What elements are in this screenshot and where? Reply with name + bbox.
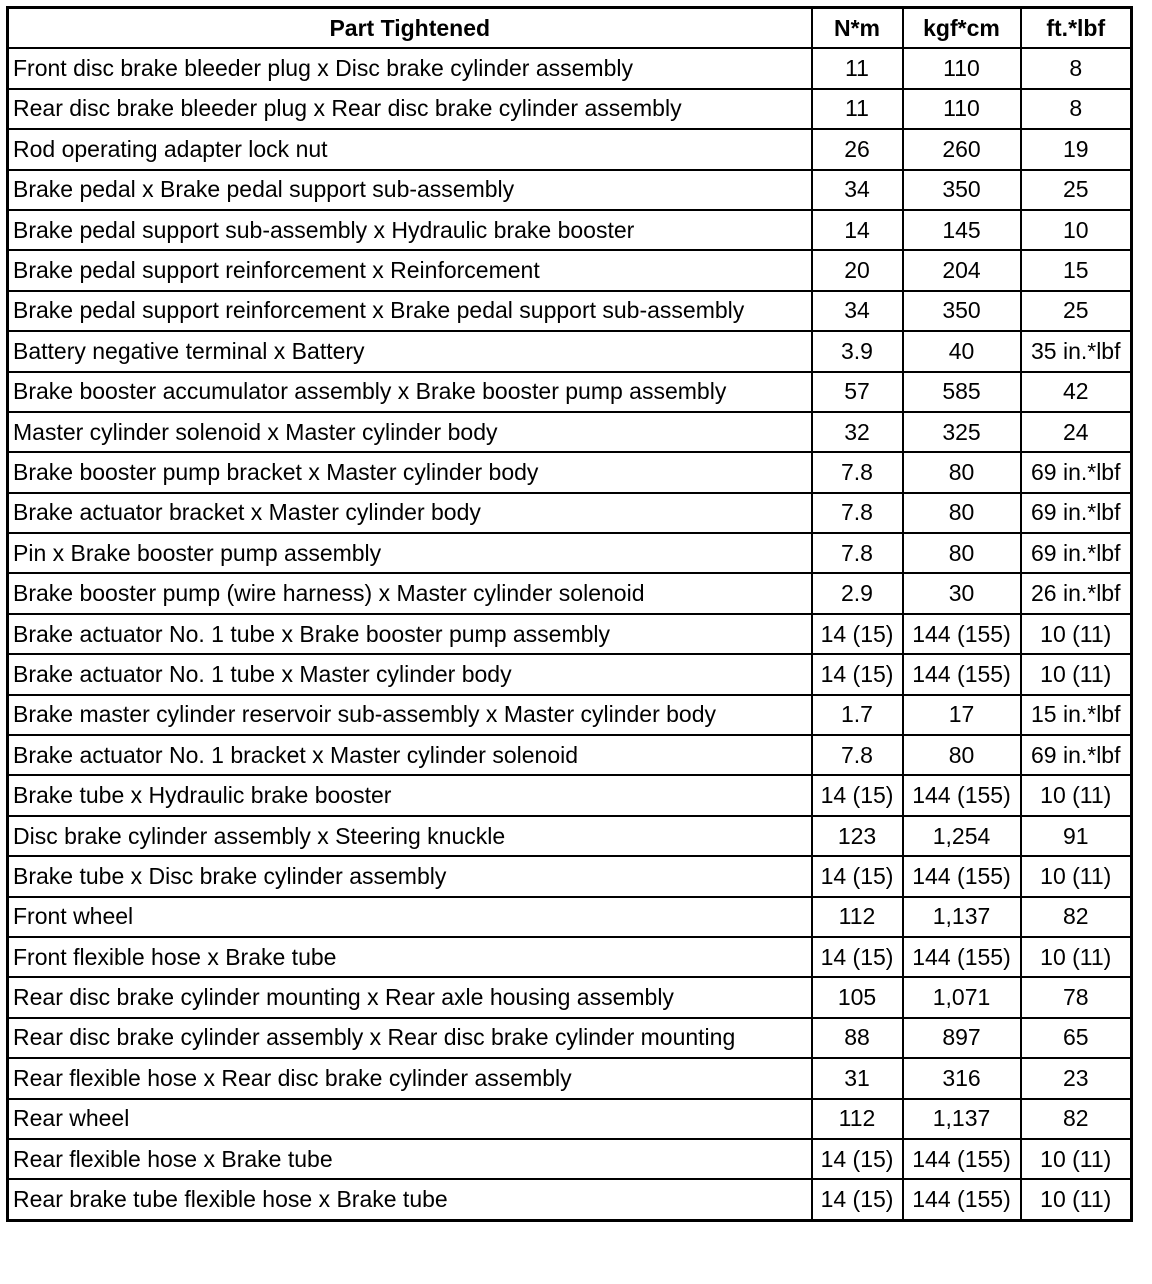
kgf-cm-cell: 325 — [903, 412, 1021, 452]
nm-cell: 7.8 — [812, 452, 903, 492]
ft-lbf-cell: 24 — [1021, 412, 1132, 452]
ft-lbf-cell: 10 (11) — [1021, 937, 1132, 977]
ft-lbf-cell: 10 (11) — [1021, 1179, 1132, 1220]
header-kgf-cm: kgf*cm — [903, 8, 1021, 49]
ft-lbf-cell: 10 (11) — [1021, 775, 1132, 815]
table-row — [8, 654, 1132, 694]
kgf-cm-cell: 204 — [903, 250, 1021, 290]
header-newton-meters: N*m — [812, 8, 903, 49]
kgf-cm-cell: 350 — [903, 170, 1021, 210]
kgf-cm-cell: 144 (155) — [903, 654, 1021, 694]
part-cell: Front wheel — [8, 897, 812, 937]
ft-lbf-cell: 8 — [1021, 89, 1132, 129]
table-row — [8, 856, 1132, 896]
kgf-cm-cell: 144 (155) — [903, 1139, 1021, 1179]
kgf-cm-cell: 80 — [903, 452, 1021, 492]
part-cell: Brake actuator No. 1 bracket x Master cylinder solenoid — [8, 735, 812, 775]
nm-cell: 32 — [812, 412, 903, 452]
nm-cell: 26 — [812, 129, 903, 169]
ft-lbf-cell: 69 in.*lbf — [1021, 533, 1132, 573]
nm-cell: 3.9 — [812, 331, 903, 371]
part-cell: Front flexible hose x Brake tube — [8, 937, 812, 977]
nm-cell: 11 — [812, 89, 903, 129]
table-row — [8, 452, 1132, 492]
kgf-cm-cell: 40 — [903, 331, 1021, 371]
table-row — [8, 533, 1132, 573]
nm-cell: 112 — [812, 1099, 903, 1139]
kgf-cm-cell: 350 — [903, 291, 1021, 331]
kgf-cm-cell: 144 (155) — [903, 1179, 1021, 1220]
ft-lbf-cell: 25 — [1021, 291, 1132, 331]
part-cell: Brake pedal support reinforcement x Reinforcement — [8, 250, 812, 290]
kgf-cm-cell: 30 — [903, 573, 1021, 613]
table-row — [8, 775, 1132, 815]
nm-cell: 34 — [812, 170, 903, 210]
ft-lbf-cell: 15 — [1021, 250, 1132, 290]
part-cell: Disc brake cylinder assembly x Steering knuckle — [8, 816, 812, 856]
table-row — [8, 1058, 1132, 1098]
part-cell: Rear flexible hose x Brake tube — [8, 1139, 812, 1179]
torque-specification-table — [6, 6, 1133, 1222]
nm-cell: 112 — [812, 897, 903, 937]
kgf-cm-cell: 80 — [903, 493, 1021, 533]
table-row — [8, 816, 1132, 856]
part-cell: Battery negative terminal x Battery — [8, 331, 812, 371]
ft-lbf-cell: 65 — [1021, 1018, 1132, 1058]
nm-cell: 14 (15) — [812, 856, 903, 896]
nm-cell: 88 — [812, 1018, 903, 1058]
kgf-cm-cell: 585 — [903, 372, 1021, 412]
nm-cell: 14 (15) — [812, 654, 903, 694]
ft-lbf-cell: 19 — [1021, 129, 1132, 169]
ft-lbf-cell: 35 in.*lbf — [1021, 331, 1132, 371]
nm-cell: 14 (15) — [812, 614, 903, 654]
nm-cell: 31 — [812, 1058, 903, 1098]
ft-lbf-cell: 10 (11) — [1021, 856, 1132, 896]
part-cell: Rod operating adapter lock nut — [8, 129, 812, 169]
nm-cell: 14 (15) — [812, 1179, 903, 1220]
nm-cell: 7.8 — [812, 735, 903, 775]
table-row — [8, 129, 1132, 169]
ft-lbf-cell: 82 — [1021, 1099, 1132, 1139]
ft-lbf-cell: 23 — [1021, 1058, 1132, 1098]
part-cell: Brake booster pump (wire harness) x Master cylinder solenoid — [8, 573, 812, 613]
part-cell: Brake tube x Hydraulic brake booster — [8, 775, 812, 815]
table-row — [8, 937, 1132, 977]
nm-cell: 14 (15) — [812, 1139, 903, 1179]
ft-lbf-cell: 69 in.*lbf — [1021, 735, 1132, 775]
ft-lbf-cell: 78 — [1021, 977, 1132, 1017]
table-row — [8, 412, 1132, 452]
table-row — [8, 89, 1132, 129]
table-row — [8, 573, 1132, 613]
kgf-cm-cell: 316 — [903, 1058, 1021, 1098]
kgf-cm-cell: 110 — [903, 48, 1021, 88]
table-row — [8, 372, 1132, 412]
ft-lbf-cell: 15 in.*lbf — [1021, 695, 1132, 735]
part-cell: Rear brake tube flexible hose x Brake tube — [8, 1179, 812, 1220]
ft-lbf-cell: 69 in.*lbf — [1021, 452, 1132, 492]
kgf-cm-cell: 144 (155) — [903, 775, 1021, 815]
part-cell: Brake master cylinder reservoir sub-assembly x Master cylinder body — [8, 695, 812, 735]
ft-lbf-cell: 25 — [1021, 170, 1132, 210]
kgf-cm-cell: 1,071 — [903, 977, 1021, 1017]
ft-lbf-cell: 69 in.*lbf — [1021, 493, 1132, 533]
nm-cell: 11 — [812, 48, 903, 88]
table-row — [8, 1018, 1132, 1058]
table-row — [8, 493, 1132, 533]
table-row — [8, 735, 1132, 775]
ft-lbf-cell: 10 (11) — [1021, 614, 1132, 654]
kgf-cm-cell: 110 — [903, 89, 1021, 129]
part-cell: Brake tube x Disc brake cylinder assembly — [8, 856, 812, 896]
nm-cell: 1.7 — [812, 695, 903, 735]
nm-cell: 7.8 — [812, 493, 903, 533]
kgf-cm-cell: 144 (155) — [903, 937, 1021, 977]
nm-cell: 105 — [812, 977, 903, 1017]
part-cell: Brake booster accumulator assembly x Brake booster pump assembly — [8, 372, 812, 412]
nm-cell: 34 — [812, 291, 903, 331]
ft-lbf-cell: 10 (11) — [1021, 654, 1132, 694]
kgf-cm-cell: 260 — [903, 129, 1021, 169]
part-cell: Brake pedal support sub-assembly x Hydraulic brake booster — [8, 210, 812, 250]
table-row — [8, 250, 1132, 290]
header-part-tightened: Part Tightened — [8, 8, 812, 49]
part-cell: Brake actuator bracket x Master cylinder body — [8, 493, 812, 533]
table-row — [8, 331, 1132, 371]
nm-cell: 123 — [812, 816, 903, 856]
nm-cell: 20 — [812, 250, 903, 290]
ft-lbf-cell: 42 — [1021, 372, 1132, 412]
ft-lbf-cell: 26 in.*lbf — [1021, 573, 1132, 613]
part-cell: Rear flexible hose x Rear disc brake cylinder assembly — [8, 1058, 812, 1098]
kgf-cm-cell: 80 — [903, 533, 1021, 573]
kgf-cm-cell: 1,254 — [903, 816, 1021, 856]
kgf-cm-cell: 145 — [903, 210, 1021, 250]
kgf-cm-cell: 80 — [903, 735, 1021, 775]
nm-cell: 2.9 — [812, 573, 903, 613]
part-cell: Rear disc brake cylinder mounting x Rear axle housing assembly — [8, 977, 812, 1017]
table-row — [8, 291, 1132, 331]
nm-cell: 14 — [812, 210, 903, 250]
ft-lbf-cell: 10 — [1021, 210, 1132, 250]
part-cell: Rear disc brake bleeder plug x Rear disc brake cylinder assembly — [8, 89, 812, 129]
part-cell: Brake actuator No. 1 tube x Brake booster pump assembly — [8, 614, 812, 654]
table-row — [8, 897, 1132, 937]
part-cell: Brake pedal support reinforcement x Brake pedal support sub-assembly — [8, 291, 812, 331]
ft-lbf-cell: 10 (11) — [1021, 1139, 1132, 1179]
table-row — [8, 48, 1132, 88]
nm-cell: 14 (15) — [812, 775, 903, 815]
kgf-cm-cell: 144 (155) — [903, 856, 1021, 896]
part-cell: Brake booster pump bracket x Master cylinder body — [8, 452, 812, 492]
part-cell: Brake actuator No. 1 tube x Master cylinder body — [8, 654, 812, 694]
kgf-cm-cell: 1,137 — [903, 1099, 1021, 1139]
ft-lbf-cell: 8 — [1021, 48, 1132, 88]
table-row — [8, 1099, 1132, 1139]
table-row — [8, 1139, 1132, 1179]
part-cell: Front disc brake bleeder plug x Disc brake cylinder assembly — [8, 48, 812, 88]
nm-cell: 57 — [812, 372, 903, 412]
ft-lbf-cell: 82 — [1021, 897, 1132, 937]
part-cell: Master cylinder solenoid x Master cylinder body — [8, 412, 812, 452]
part-cell: Brake pedal x Brake pedal support sub-assembly — [8, 170, 812, 210]
table-row — [8, 1179, 1132, 1220]
kgf-cm-cell: 144 (155) — [903, 614, 1021, 654]
ft-lbf-cell: 91 — [1021, 816, 1132, 856]
part-cell: Rear disc brake cylinder assembly x Rear disc brake cylinder mounting — [8, 1018, 812, 1058]
part-cell: Pin x Brake booster pump assembly — [8, 533, 812, 573]
header-ft-lbf: ft.*lbf — [1021, 8, 1132, 49]
nm-cell: 7.8 — [812, 533, 903, 573]
kgf-cm-cell: 897 — [903, 1018, 1021, 1058]
nm-cell: 14 (15) — [812, 937, 903, 977]
table-row — [8, 170, 1132, 210]
kgf-cm-cell: 17 — [903, 695, 1021, 735]
table-row — [8, 977, 1132, 1017]
table-row — [8, 695, 1132, 735]
table-row — [8, 210, 1132, 250]
table-row — [8, 614, 1132, 654]
part-cell: Rear wheel — [8, 1099, 812, 1139]
header-row — [8, 8, 1132, 49]
kgf-cm-cell: 1,137 — [903, 897, 1021, 937]
